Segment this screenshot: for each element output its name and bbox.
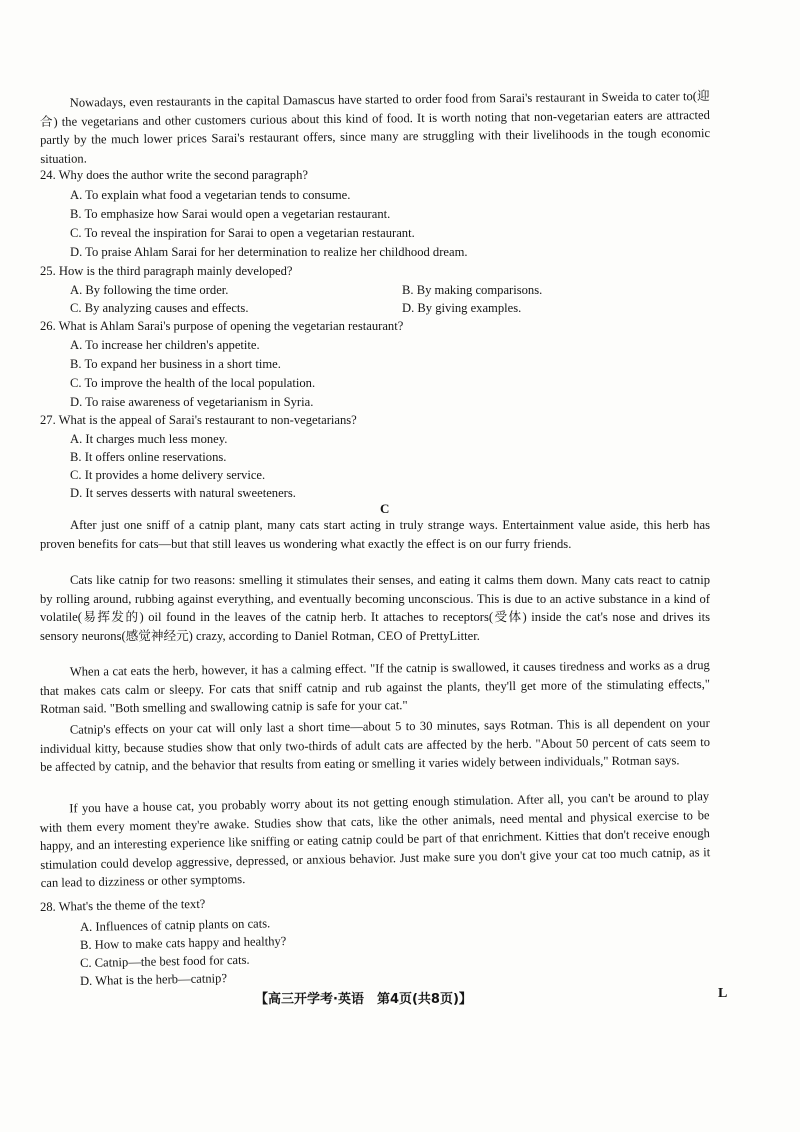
section-c-label: C bbox=[380, 501, 390, 516]
question-25-option-b: B. By making comparisons. bbox=[402, 283, 543, 297]
question-24-stem: 24. Why does the author write the second paragraph? bbox=[40, 168, 308, 182]
question-28-stem: 28. What's the theme of the text? bbox=[39, 896, 206, 914]
question-26-stem: 26. What is Ahlam Sarai's purpose of opening the vegetarian restaurant? bbox=[40, 319, 404, 333]
question-28-option-b: B. How to make cats happy and healthy? bbox=[79, 934, 287, 952]
question-27-option-b: B. It offers online reservations. bbox=[70, 450, 227, 464]
section-c-paragraph-1: After just one sniff of a catnip plant, many cats start acting in truly strange ways. Entertainment value aside, this herb has proven benefits for cats—but that still leaves us wondering what exactly the effect is on our furry friends. bbox=[40, 518, 710, 551]
question-27-option-c: C. It provides a home delivery service. bbox=[70, 468, 266, 482]
question-28-option-a: A. Influences of catnip plants on cats. bbox=[79, 916, 271, 934]
question-27-option-a: A. It charges much less money. bbox=[70, 432, 228, 446]
question-25-option-c: C. By analyzing causes and effects. bbox=[70, 301, 249, 315]
question-27-option-d: D. It serves desserts with natural sweeteners. bbox=[70, 486, 296, 500]
section-c-paragraph-5: If you have a house cat, you probably worry about its not getting enough stimulation. After all, you can't be around to play with them every moment they're awake. Studies show that cats, like the other animals, need mental and physical exercise to be happy, and an interesting experience like sniffing or eating catnip could be part of that enrichment. Kitties that don't receive enough stimulation could develop aggressive, depressed, or anxious behavior. Just make sure you don't give your cat too much catnip, as it can lead to dizziness or other symptoms. bbox=[39, 789, 711, 891]
paper-code: L bbox=[718, 986, 728, 1001]
question-24-option-a: A. To explain what food a vegetarian tends to consume. bbox=[70, 188, 351, 202]
question-26-option-a: A. To increase her children's appetite. bbox=[70, 338, 260, 352]
question-24-option-c: C. To reveal the inspiration for Sarai to open a vegetarian restaurant. bbox=[70, 226, 415, 240]
question-25-option-a: A. By following the time order. bbox=[70, 283, 229, 297]
section-c-paragraph-4: Catnip's effects on your cat will only last a short time—about 5 to 30 minutes, says Rotman. This is all dependent on your individual kitty, because studies show that only two-thirds of adult cats are affected by the herb. "About 50 percent of cats seem to be affected by catnip, and the behavior that results from eating or smelling it varies widely between individuals," Rotman says. bbox=[39, 715, 711, 775]
question-25-stem: 25. How is the third paragraph mainly developed? bbox=[40, 264, 293, 278]
question-26-option-d: D. To raise awareness of vegetarianism in Syria. bbox=[70, 395, 314, 409]
question-26-option-b: B. To expand her business in a short time. bbox=[70, 357, 281, 371]
page-footer: 【高三开学考·英语 第4页(共8页)】 bbox=[255, 992, 472, 1007]
question-24-option-b: B. To emphasize how Sarai would open a vegetarian restaurant. bbox=[70, 207, 391, 221]
question-25-option-d: D. By giving examples. bbox=[402, 301, 522, 315]
intro-paragraph: Nowadays, even restaurants in the capital Damascus have started to order food from Sarai's restaurant in Sweida to cater to(迎合) the vegetarians and other customers curious about this kind of food. It is worth noting that non-vegetarian eaters are attracted partly by the much lower prices Sarai's restaurant offers, since many are struggling with their livelihoods in the tough economic situation. bbox=[39, 88, 711, 166]
question-28-option-d: D. What is the herb—catnip? bbox=[79, 971, 228, 988]
question-24-option-d: D. To praise Ahlam Sarai for her determination to realize her childhood dream. bbox=[70, 245, 468, 259]
section-c-paragraph-3: When a cat eats the herb, however, it has a calming effect. "If the catnip is swallowed, it causes tiredness and works as a drug that makes cats calm or sleepy. For cats that sniff catnip and rub against the plants, they'll get more of the stimulating effects," Rotman said. "Both smelling and swallowing catnip is safe for your cat." bbox=[39, 657, 711, 717]
question-27-stem: 27. What is the appeal of Sarai's restaurant to non-vegetarians? bbox=[40, 413, 357, 427]
section-c-paragraph-2: Cats like catnip for two reasons: smelling it stimulates their senses, and eating it calms them down. Many cats react to catnip by rolling around, rubbing against everything, and eventually becoming unconscious. This is due to an active substance in a kind of volatile(易挥发的) oil found in the leaves of the catnip herb. It attaches to receptors(受体) inside the cat's nose and drives its sensory neurons(感觉神经元) crazy, according to Daniel Rotman, CEO of PrettyLitter. bbox=[40, 573, 710, 643]
question-28-option-c: C. Catnip—the best food for cats. bbox=[79, 952, 250, 970]
question-26-option-c: C. To improve the health of the local population. bbox=[70, 376, 316, 390]
